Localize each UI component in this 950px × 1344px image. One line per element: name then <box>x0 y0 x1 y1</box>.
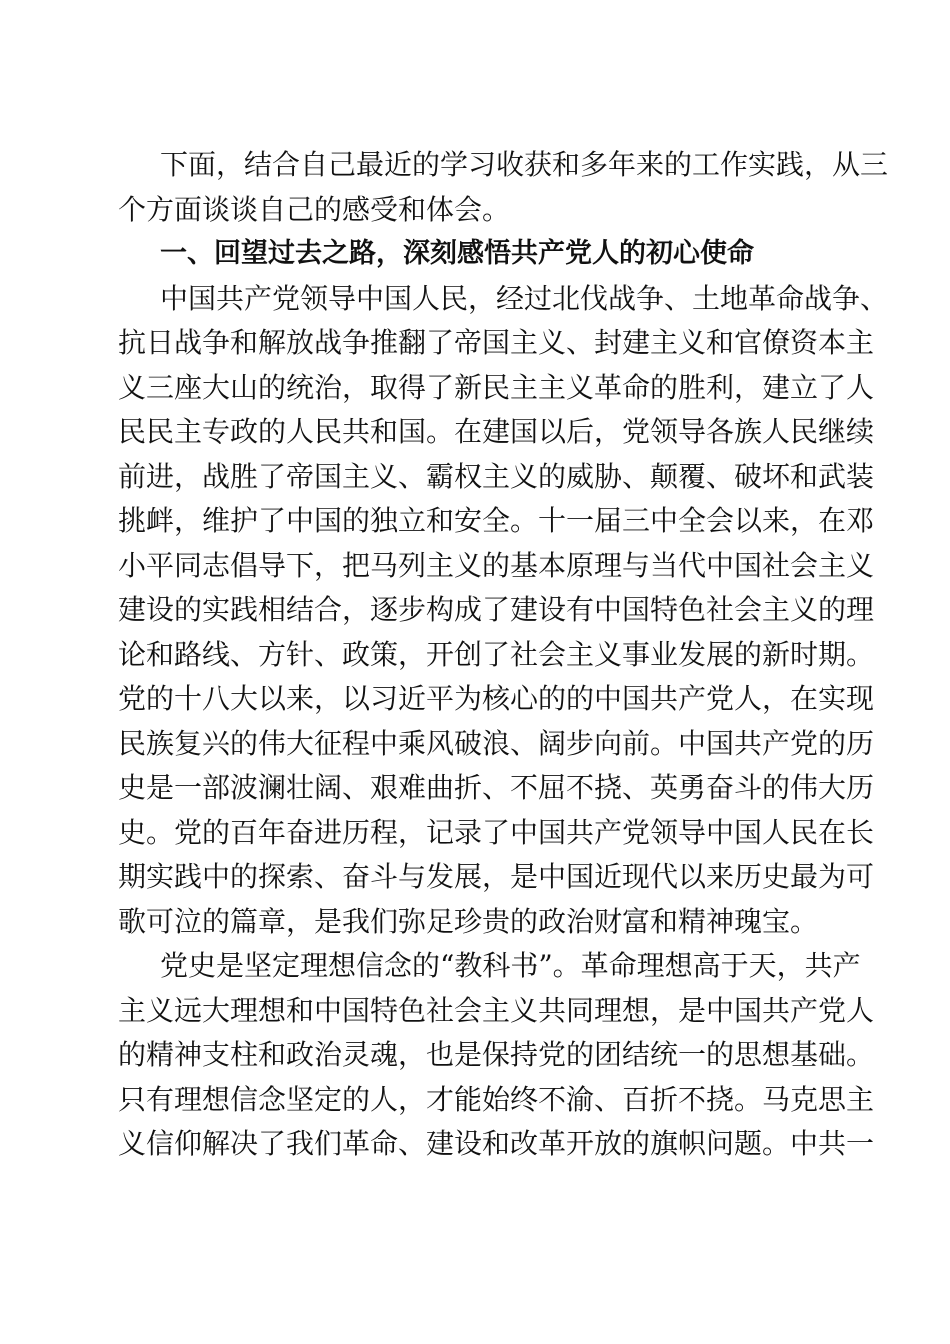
paragraph-line: 个方面谈谈自己的感受和体会。 <box>118 192 511 226</box>
paragraph-line: 史。党的百年奋进历程，记录了中国共产党领导中国人民在长 <box>118 815 875 849</box>
paragraph-line: 挑衅，维护了中国的独立和安全。十一届三中全会以来，在邓 <box>118 504 875 537</box>
paragraph-line: 的精神支柱和政治灵魂，也是保持党的团结统一的思想基础。 <box>118 1038 875 1071</box>
paragraph-line: 党的十八大以来，以习近平为核心的的中国共产党人，在实现 <box>118 682 875 715</box>
paragraph-line: 义信仰解决了我们革命、建设和改革开放的旗帜问题。中共一 <box>118 1127 875 1160</box>
paragraph-line: 义三座大山的统治，取得了新民主主义革命的胜利，建立了人 <box>118 370 875 404</box>
paragraph-line: 只有理想信念坚定的人，才能始终不渝、百折不挠。马克思主 <box>118 1082 875 1116</box>
paragraph-line: 党史是坚定理想信念的“教科书”。革命理想高于天，共产 <box>160 949 861 982</box>
paragraph-line: 主义远大理想和中国特色社会主义共同理想，是中国共产党人 <box>118 993 875 1027</box>
section-heading: 一、回望过去之路，深刻感悟共产党人的初心使命 <box>160 238 754 269</box>
paragraph-line: 民民主专政的人民共和国。在建国以后，党领导各族人民继续 <box>118 415 875 448</box>
paragraph-line: 民族复兴的伟大征程中乘风破浪、阔步向前。中国共产党的历 <box>118 726 875 760</box>
document-body <box>118 143 889 1167</box>
paragraph-line: 建设的实践相结合，逐步构成了建设有中国特色社会主义的理 <box>118 593 875 626</box>
paragraph-line: 期实践中的探索、奋斗与发展，是中国近现代以来历史最为可 <box>118 860 875 893</box>
paragraph-line: 歌可泣的篇章，是我们弥足珍贵的政治财富和精神瑰宝。 <box>118 904 819 938</box>
paragraph-line: 抗日战争和解放战争推翻了帝国主义、封建主义和官僚资本主 <box>118 326 875 359</box>
paragraph-line: 中国共产党领导中国人民，经过北伐战争、土地革命战争、 <box>160 281 889 315</box>
paragraph-line: 论和路线、方针、政策，开创了社会主义事业发展的新时期。 <box>118 637 875 671</box>
paragraph-line: 下面，结合自己最近的学习收获和多年来的工作实践，从三 <box>160 148 889 181</box>
paragraph-line: 前进，战胜了帝国主义、霸权主义的威胁、颠覆、破坏和武装 <box>118 459 875 493</box>
paragraph-line: 史是一部波澜壮阔、艰难曲折、不屈不挠、英勇奋斗的伟大历 <box>118 771 875 804</box>
paragraph-line: 小平同志倡导下，把马列主义的基本原理与当代中国社会主义 <box>118 548 875 582</box>
